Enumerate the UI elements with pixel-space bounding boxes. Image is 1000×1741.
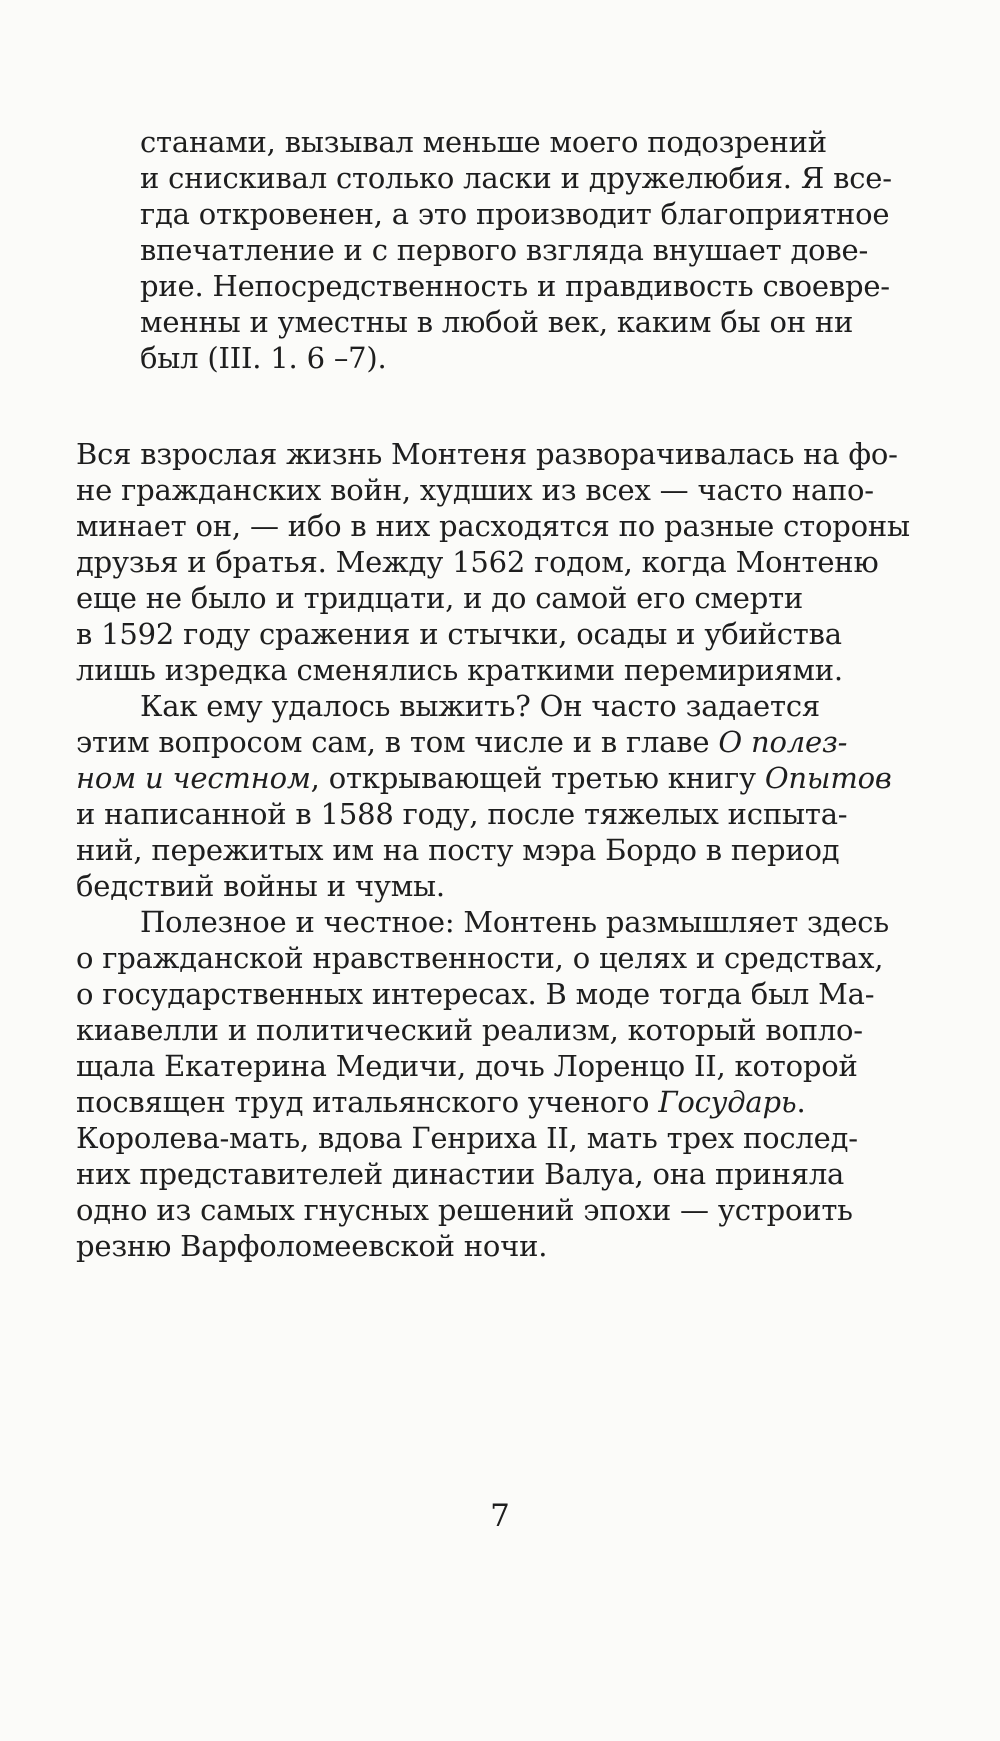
italic-title: О полез- (718, 725, 848, 759)
quote-line: и снискивал столько ласки и дружелюбия. Я все- (140, 161, 892, 195)
quote-line: был (III. 1. 6 –7). (140, 341, 387, 375)
text-line: о гражданской нравственности, о целях и средствах, (76, 941, 884, 975)
text-line (76, 760, 892, 796)
text-line (76, 724, 847, 760)
italic-title: ном и честном (76, 761, 311, 795)
text-line: о государственных интересах. В моде тогда был Ма- (76, 977, 875, 1011)
text-line: бедствий войны и чумы. (76, 869, 445, 903)
italic-title: Государь (658, 1085, 797, 1119)
text-line: ний, пережитых им на посту мэра Бордо в период (76, 833, 840, 867)
quote-line: гда откровенен, а это производит благоприятное (140, 197, 890, 231)
text-line: не гражданских войн, худших из всех — часто напо- (76, 473, 874, 507)
text-line: щала Екатерина Медичи, дочь Лоренцо II, которой (76, 1049, 858, 1083)
page-number: 7 (490, 1498, 510, 1534)
text-line: еще не было и тридцати, и до самой его смерти (76, 581, 804, 615)
text-line: них представителей династии Валуа, она приняла (76, 1157, 845, 1191)
text-line: друзья и братья. Между 1562 годом, когда Монтеню (76, 545, 879, 579)
text-line: минает он, — ибо в них расходятся по разные стороны (76, 509, 910, 543)
text-span: . (796, 1085, 806, 1119)
text-line: резню Варфоломеевской ночи. (76, 1229, 548, 1263)
text-span: , открывающей третью книгу (310, 761, 765, 795)
text-line: и написанной в 1588 году, после тяжелых испыта- (76, 797, 848, 831)
text-span: посвящен труд итальянского ученого (76, 1085, 659, 1119)
text-line: одно из самых гнусных решений эпохи — устроить (76, 1193, 853, 1227)
text-line: лишь изредка сменялись краткими перемириями. (76, 653, 843, 687)
quote-line: впечатление и с первого взгляда внушает дове- (140, 233, 869, 267)
text-line (76, 1084, 806, 1120)
quote-line: рие. Непосредственность и правдивость своевре- (140, 269, 890, 303)
text-span: этим вопросом сам, в том числе и в главе (76, 725, 719, 759)
text-line: киавелли и политический реализм, который вопло- (76, 1013, 863, 1047)
quote-line: станами, вызывал меньше моего подозрений (140, 125, 827, 159)
text-line: Полезное и честное: Монтень размышляет здесь (140, 905, 889, 939)
text-line: Как ему удалось выжить? Он часто задается (140, 689, 820, 723)
italic-title: Опытов (764, 761, 892, 795)
quote-line: менны и уместны в любой век, каким бы он ни (140, 305, 854, 339)
text-line: Вся взрослая жизнь Монтеня разворачивалась на фо- (76, 437, 898, 471)
text-line: в 1592 году сражения и стычки, осады и убийства (76, 617, 842, 651)
text-line: Королева-мать, вдова Генриха II, мать трех послед- (76, 1121, 858, 1155)
